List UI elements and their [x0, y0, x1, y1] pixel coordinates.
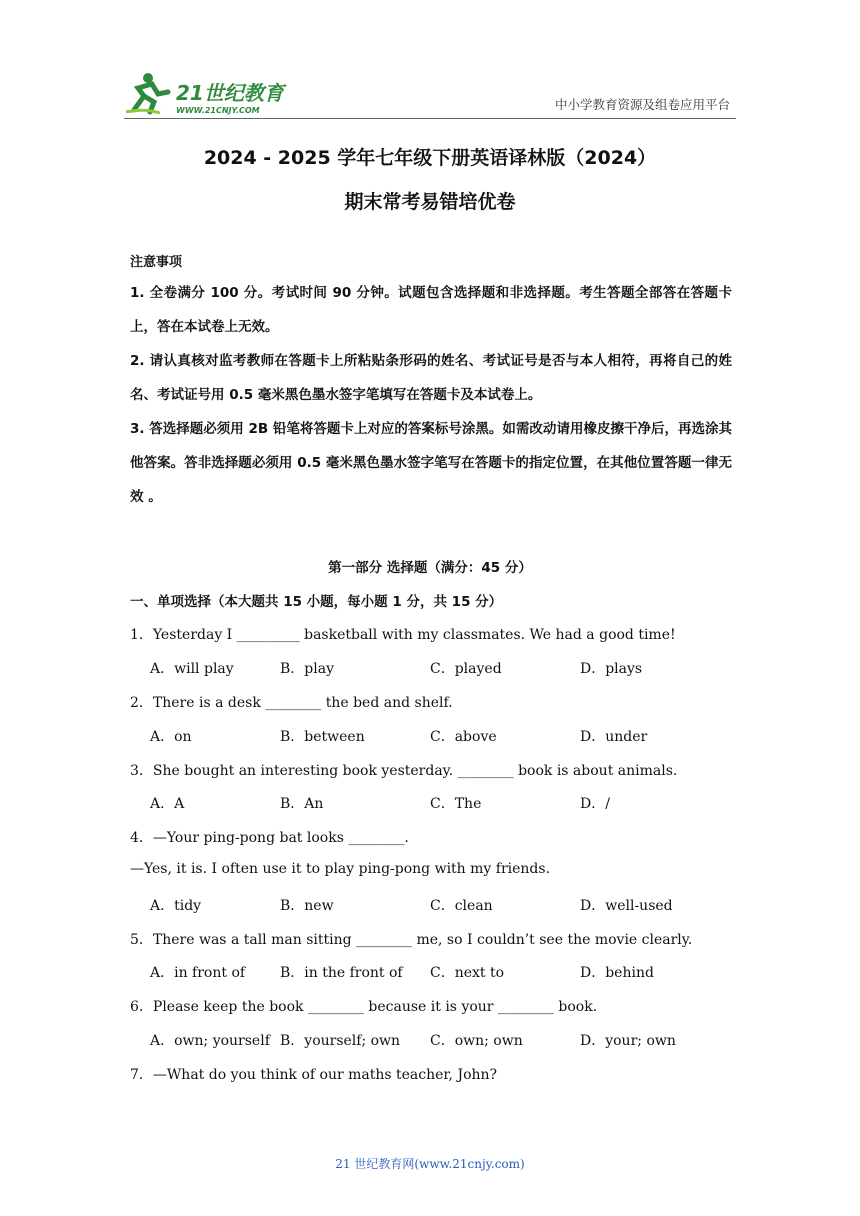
q1-option-a: A．will play	[150, 661, 234, 677]
q3-option-d: D．/	[580, 796, 610, 812]
q5-option-d: D．behind	[580, 965, 654, 981]
q4-option-a: A．tidy	[150, 898, 202, 914]
q4-option-c: C．clean	[430, 898, 493, 914]
q6-option-b: B．yourself; own	[280, 1033, 401, 1049]
footer-link[interactable]: 21 世纪教育网(www.21cnjy.com)	[335, 1157, 525, 1171]
runner-icon	[124, 70, 294, 118]
note-item-2: 2. 请认真核对监考教师在答题卡上所粘贴条形码的姓名、考试证号是否与本人相符，再将自己的姓名、考试证号用 0.5 毫米黑色墨水签字笔填写在答题卡及本试卷上。	[130, 353, 732, 403]
q6-option-d: D．your; own	[580, 1033, 676, 1049]
logo-url: WWW.21CNJY.COM	[176, 106, 260, 115]
q6-option-a: A．own; yourself	[150, 1033, 270, 1049]
question-4-reply: —Yes, it is. I often use it to play ping-pong with my friends.	[130, 861, 551, 877]
q5-option-b: B．in the front of	[280, 965, 403, 981]
q1-option-d: D．plays	[580, 661, 643, 677]
page-title-line2: 期末常考易错培优卷	[344, 191, 516, 213]
q4-option-b: B．new	[280, 898, 334, 914]
q2-option-b: B．between	[280, 729, 365, 745]
page-title-line1: 2024 - 2025 学年七年级下册英语译林版（2024）	[203, 147, 657, 169]
site-logo	[124, 70, 294, 118]
section-title: 一、单项选择（本大题共 15 小题，每小题 1 分，共 15 分）	[130, 594, 503, 610]
q4-option-d: D．well-used	[580, 898, 673, 914]
q2-option-d: D．under	[580, 729, 648, 745]
question-2: 2．There is a desk ________ the bed and shelf.	[130, 695, 453, 711]
question-4: 4．—Your ping-pong bat looks ________.	[130, 830, 409, 846]
q3-option-a: A．A	[150, 796, 185, 812]
notes-heading: 注意事项	[130, 255, 183, 270]
question-7: 7．—What do you think of our maths teacher, John?	[130, 1067, 498, 1083]
platform-label: 中小学教育资源及组卷应用平台	[554, 97, 730, 112]
note-item-1: 1. 全卷满分 100 分。考试时间 90 分钟。试题包含选择题和非选择题。考生答题全部答在答题卡上，答在本试卷上无效。	[130, 285, 732, 335]
question-5: 5．There was a tall man sitting ________ me, so I couldn’t see the movie clearly.	[130, 932, 693, 948]
q2-option-c: C．above	[430, 729, 497, 745]
q3-option-b: B．An	[280, 796, 324, 812]
question-3: 3．She bought an interesting book yesterday. ________ book is about animals.	[130, 763, 678, 779]
note-item-3: 3. 答选择题必须用 2B 铅笔将答题卡上对应的答案标号涂黑。如需改动请用橡皮擦干净后，再选涂其他答案。答非选择题必须用 0.5 毫米黑色墨水签字笔写在答题卡的指定位置，在其他位置答题一律无效 。	[130, 421, 732, 505]
q5-option-c: C．next to	[430, 965, 505, 981]
logo-text: 21世纪教育	[176, 81, 284, 105]
part-title: 第一部分 选择题（满分：45 分）	[328, 560, 532, 576]
question-1: 1．Yesterday I _________ basketball with my classmates. We had a good time!	[130, 627, 676, 643]
q5-option-a: A．in front of	[150, 965, 246, 981]
q1-option-c: C．played	[430, 661, 502, 677]
header-divider	[124, 118, 736, 119]
q1-option-b: B．play	[280, 661, 334, 677]
q3-option-c: C．The	[430, 796, 482, 812]
q6-option-c: C．own; own	[430, 1033, 523, 1049]
q2-option-a: A．on	[150, 729, 192, 745]
question-6: 6．Please keep the book ________ because it is your ________ book.	[130, 999, 598, 1015]
